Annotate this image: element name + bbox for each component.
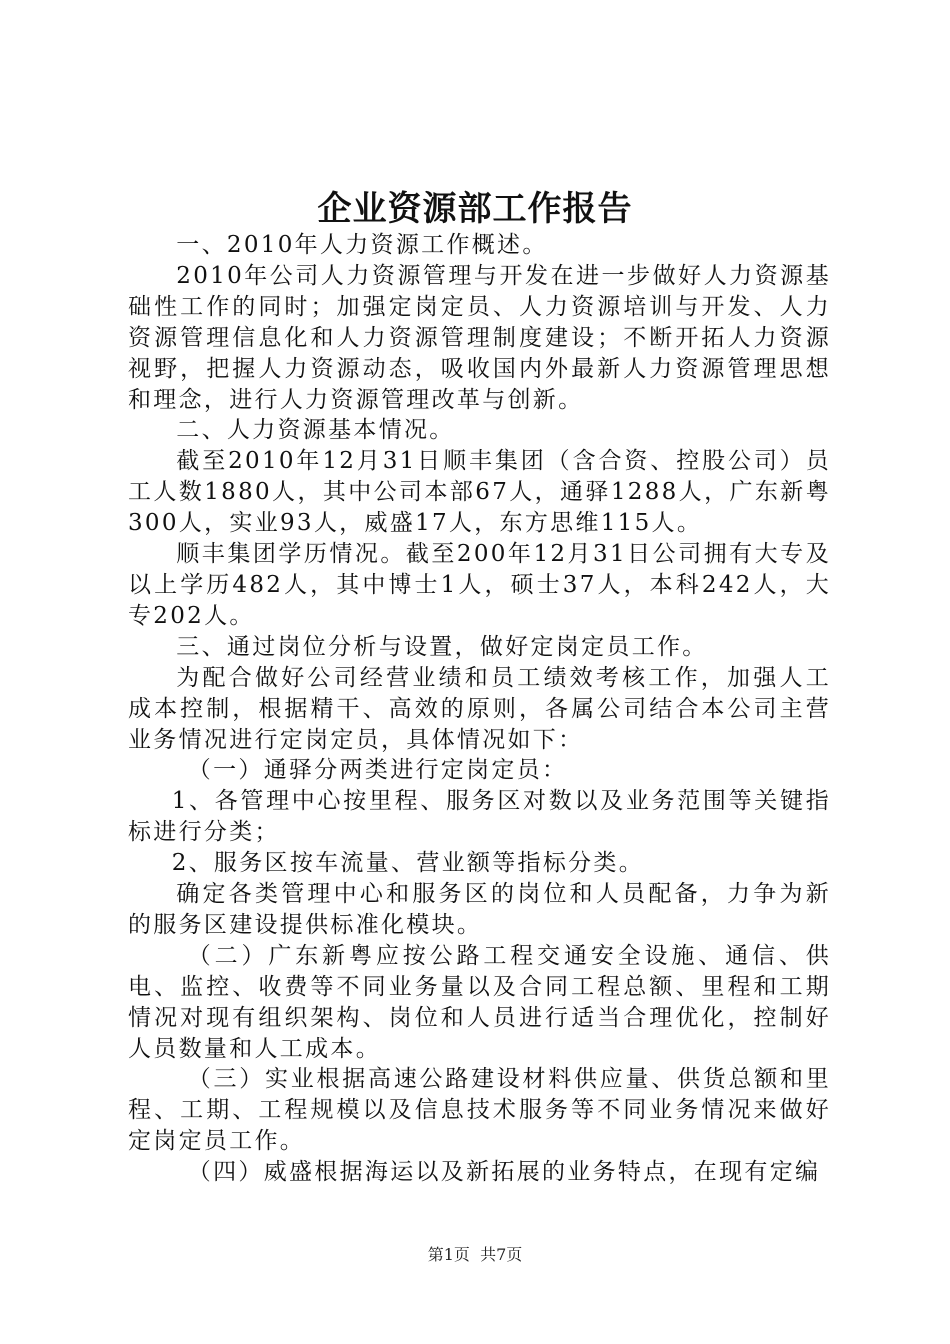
paragraph: （二）广东新粤应按公路工程交通安全设施、通信、供电、监控、收费等不同业务量以及合同工程总额、里程和工期情况对现有组织架构、岗位和人员进行适当合理优化，控制好人员数量和人工成本。 <box>128 942 831 1062</box>
page-number-label: 第1页 共7页 <box>427 1245 523 1264</box>
paragraph: 顺丰集团学历情况。截至200年12月31日公司拥有大专及以上学历482人，其中博士1人，硕士37人，本科242人，大专202人。 <box>128 541 831 629</box>
list-item: 1、各管理中心按里程、服务区对数以及业务范围等关键指标进行分类； <box>128 788 831 846</box>
paragraph: 确定各类管理中心和服务区的岗位和人员配备，力争为新的服务区建设提供标准化模块。 <box>128 881 831 938</box>
list-item: 2、服务区按车流量、营业额等指标分类。 <box>171 850 645 877</box>
paragraph: 截至2010年12月31日顺丰集团（含合资、控股公司）员工人数1880人，其中公司本部67人，通驿1288人，广东新粤300人，实业93人，威盛17人，东方思维115人。 <box>128 448 831 537</box>
paragraph: 三、通过岗位分析与设置，做好定岗定员工作。 <box>176 633 708 660</box>
paragraph: 2010年公司人力资源管理与开发在进一步做好人力资源基础性工作的同时；加强定岗定员、人力资源培训与开发、人力资源管理信息化和人力资源管理制度建设；不断开拓人力资源视野，把握人力资源动态，吸收国内外最新人力资源管理思想和理念，进行人力资源管理改革与创新。 <box>128 262 831 413</box>
paragraph: （一）通驿分两类进行定岗定员： <box>187 757 568 784</box>
paragraph: （三）实业根据高速公路建设材料供应量、供货总额和里程、工期、工程规模以及信息技术服务等不同业务情况来做好定岗定员工作。 <box>128 1066 831 1155</box>
paragraph: 二、人力资源基本情况。 <box>176 417 455 444</box>
paragraph: （四）威盛根据海运以及新拓展的业务特点，在现有定编 <box>187 1159 821 1186</box>
page-footer <box>0 1242 950 1265</box>
document-body <box>128 230 831 1188</box>
document-title: 企业资源部工作报告 <box>317 189 633 229</box>
paragraph: 为配合做好公司经营业绩和员工绩效考核工作，加强人工成本控制，根据精干、高效的原则，各属公司结合本公司主营业务情况进行定岗定员，具体情况如下： <box>128 664 831 753</box>
paragraph: 一、2010年人力资源工作概述。 <box>176 232 548 258</box>
